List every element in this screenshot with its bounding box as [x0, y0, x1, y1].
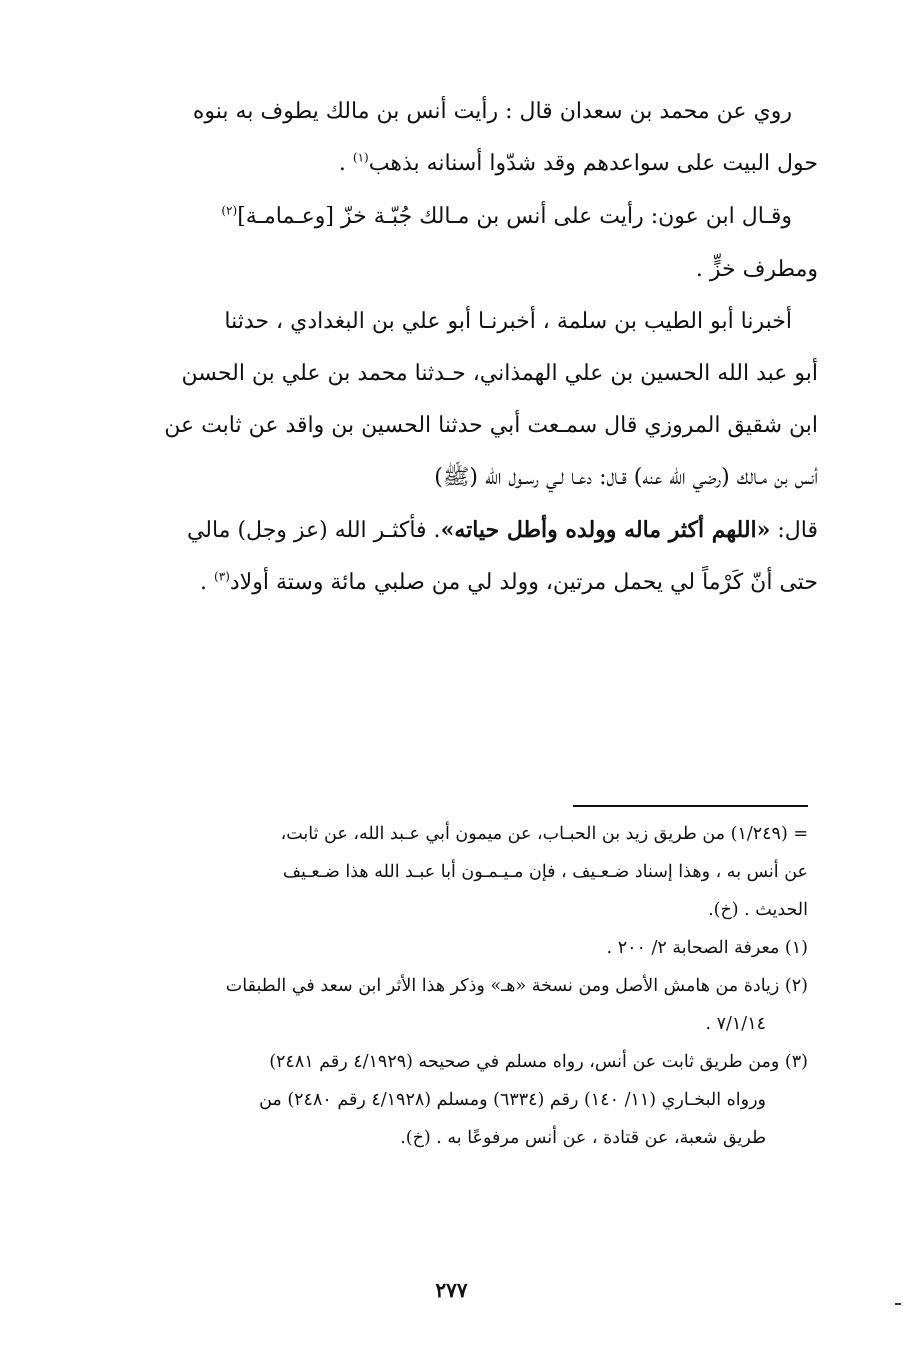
- footnotes-block: [108, 815, 808, 1157]
- main-text-line: ومطرف خزٍّ .: [695, 257, 818, 282]
- sentence-end: .: [338, 151, 346, 176]
- main-text-line: أبو عبد الله الحسين بن علي الهمذاني، حـدثنا محمد بن علي بن الحسن: [181, 361, 818, 386]
- main-text-segment: . فأكثـر الله (عز وجل) مالي: [186, 518, 441, 543]
- footnote-line: = (١/٢٤٩) من طريق زيد بن الحبـاب، عن ميمون أبي عـبد الله، عن ثابت،: [280, 824, 808, 844]
- main-text-line: [108, 190, 818, 244]
- main-text-line: روي عن محمد بن سعدان قال : رأيت أنس بن مالك يطوف به بنوه: [192, 99, 792, 124]
- footnote-line: (٣) ومن طريق ثابت عن أنس، رواه مسلم في صحيحه (٤/١٩٢٩ رقم ٢٤٨١): [269, 1052, 808, 1072]
- scan-edge-mark: [895, 1303, 901, 1305]
- footnote-ref-2: (٢): [221, 203, 238, 218]
- main-text-line: [108, 504, 818, 557]
- main-text-line: أنس بن مـالك (رضي الله عنه) قـال: دعـا لـي رسـول الله (ﷺ): [434, 465, 818, 490]
- footnote-ref-3: (٣): [214, 569, 230, 584]
- footnote-line: ٧/١/١٤ .: [705, 1014, 766, 1034]
- footnote-line: (٢) زيادة من هامش الأصل ومن نسخة «هـ» وذكر هذا الأثر ابن سعد في الطبقات: [225, 976, 808, 996]
- page-number: ٢٧٧: [435, 1278, 468, 1302]
- main-text-line: [108, 138, 818, 190]
- main-text-line: ابن شقيق المروزي قال سمـعت أبي حدثنا الحسين بن واقد عن ثابت عن: [164, 413, 818, 438]
- main-text-segment: وقـال ابن عون: رأيت على أنس بن مـالك جُبّـة خزّ [وعـمامـة]: [237, 204, 792, 229]
- main-text-segment: حول البيت على سواعدهم وقد شدّوا أسنانه بذهب: [368, 151, 818, 176]
- main-text-segment: قال:: [770, 518, 818, 543]
- sentence-end: .: [200, 570, 208, 595]
- footnote-line: الحديث . (خ).: [708, 900, 808, 920]
- footnote-line: ورواه البخـاري (١١/ ١٤٠) رقم (٦٣٣٤) ومسلم (٤/١٩٢٨ رقم ٢٤٨٠) من: [259, 1090, 766, 1110]
- main-text-segment: حتى أنّ كَرْماً لي يحمل مرتين، وولد لي من صلبي مائة وستة أولاد: [229, 570, 818, 595]
- quoted-prayer: «اللهم أكثر ماله وولده وأطل حياته»: [440, 517, 771, 543]
- main-text-line: أخبرنا أبو الطيب بن سلمة ، أخبرنـا أبو علي بن البغدادي ، حدثنا: [224, 309, 792, 334]
- footnote-line: عن أنس به ، وهذا إسناد ضـعـيف ، فإن مـيـمـون أبا عبـد الله هذا ضـعـيف: [282, 862, 808, 882]
- main-text-line: [108, 557, 818, 609]
- footnote-line: طريق شعبة، عن قتادة ، عن أنس مرفوعًا به . (خ).: [400, 1128, 766, 1148]
- footnote-line: (١) معرفة الصحابة ٢/ ٢٠٠ .: [606, 938, 808, 958]
- footnote-ref-1: (١): [352, 150, 369, 165]
- footnote-divider: [573, 805, 808, 807]
- main-text-block: [108, 86, 818, 609]
